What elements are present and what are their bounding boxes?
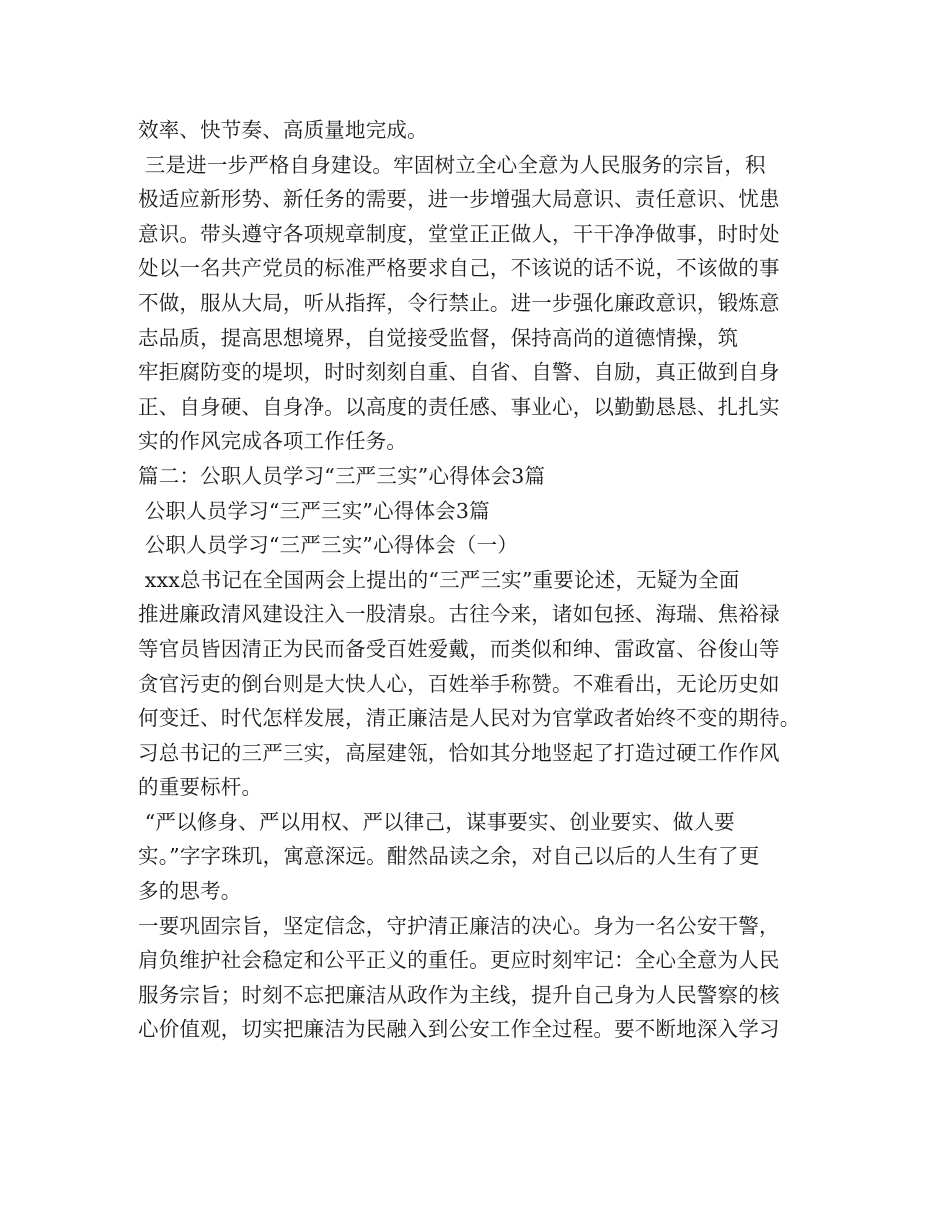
article-subtitle: 公职人员学习“三严三实”心得体会（一） (138, 533, 518, 558)
text-line: 的重要标杆。 (138, 775, 263, 800)
text-line: 实。”字字珠玑，寓意深远。酣然品读之余，对自己以后的人生有了更 (138, 844, 760, 869)
text-line: 一要巩固宗旨，坚定信念，守护清正廉洁的决心。身为一名公安干警， (138, 913, 780, 938)
text-line: 处以一名共产党员的标准严格要求自己，不该说的话不说，不该做的事 (138, 256, 780, 281)
text-line: “严以修身、严以用权、严以律己，谋事要实、创业要实、做人要 (138, 809, 735, 834)
text-line: 心价值观，切实把廉洁为民融入到公安工作全过程。要不断地深入学习 (138, 1017, 780, 1042)
text-line: 习总书记的三严三实，高屋建瓴，恰如其分地竖起了打造过硬工作作风 (138, 740, 780, 765)
text-line: 不做，服从大局，听从指挥，令行禁止。进一步强化廉政意识，锻炼意 (138, 290, 780, 315)
text-line: 牢拒腐防变的堤坝，时时刻刻自重、自省、自警、自励，真正做到自身 (138, 360, 780, 385)
text-line: xxx总书记在全国两会上提出的“三严三实”重要论述，无疑为全面 (138, 567, 740, 592)
article-title: 公职人员学习“三严三实”心得体会3篇 (138, 498, 490, 523)
text-line: 极适应新形势、新任务的需要，进一步增强大局意识、责任意识、忧患 (138, 187, 780, 212)
text-line: 志品质，提高思想境界，自觉接受监督，保持高尚的道德情操，筑 (138, 325, 739, 350)
section-heading: 篇二：公职人员学习“三严三实”心得体会3篇 (138, 463, 546, 488)
text-line: 多的思考。 (138, 879, 242, 904)
text-line: 实的作风完成各项工作任务。 (138, 429, 408, 454)
text-line: 等官员皆因清正为民而备受百姓爱戴，而类似和绅、雷政富、谷俊山等 (138, 636, 780, 661)
text-line: 意识。带头遵守各项规章制度，堂堂正正做人，干干净净做事，时时处 (138, 221, 780, 246)
text-line: 三是进一步严格自身建设。牢固树立全心全意为人民服务的宗旨，积 (138, 152, 766, 177)
text-line: 正、自身硬、自身净。以高度的责任感、事业心，以勤勤恳恳、扎扎实 (138, 394, 780, 419)
text-line: 贪官污吏的倒台则是大快人心，百姓举手称赞。不难看出，无论历史如 (138, 671, 780, 696)
text-line: 肩负维护社会稳定和公平正义的重任。更应时刻牢记：全心全意为人民 (138, 948, 780, 973)
text-line: 推进廉政清风建设注入一股清泉。古往今来，诸如包拯、海瑞、焦裕禄 (138, 602, 780, 627)
text-line: 服务宗旨；时刻不忘把廉洁从政作为主线，提升自己身为人民警察的核 (138, 982, 780, 1007)
text-line: 效率、快节奏、高质量地完成。 (138, 118, 428, 142)
document-body (138, 113, 828, 1047)
text-line: 何变迁、时代怎样发展，清正廉洁是人民对为官掌政者始终不变的期待。 (138, 706, 801, 731)
